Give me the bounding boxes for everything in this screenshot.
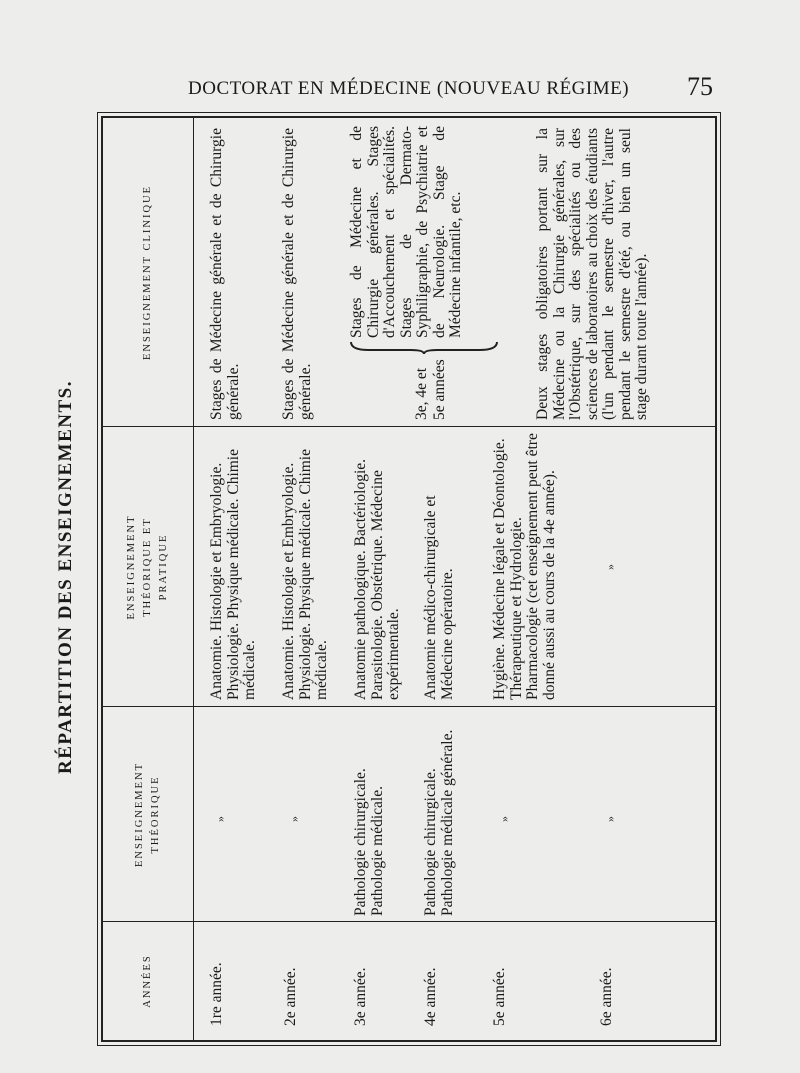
column-divider — [103, 706, 715, 707]
brace-icon — [349, 340, 504, 354]
grouped-years-label: 3e, 4e et 5e années — [413, 359, 448, 420]
row-6-annee: 6e année. — [598, 967, 615, 1026]
row-2-annee: 2e année. — [282, 967, 299, 1026]
row-4-theorique-pratique: Anatomie médico-chirurgicale et Médecine opératoire. — [422, 495, 456, 700]
row-1-theorique: » — [213, 816, 227, 822]
col-header-theorique: ENSEIGNEMENT THÉORIQUE — [134, 761, 161, 868]
col-header-clinique: ENSEIGNEMENT CLINIQUE — [142, 184, 153, 361]
grouped-clinique-text: Stages de Médecine et de Chirurgie générales. Stages d'Accouchement et spécialités. Stages de Dermato-Syphiligraphie, de Psychiatrie et de Neurologie. Stage de Médecine infantile, etc. — [348, 126, 464, 338]
header-divider — [193, 118, 194, 1040]
row-3-theorique-pratique: Anatomie pathologique. Bactériologie. Parasitologie. Obstétrique. Médecine expérimentale. — [352, 458, 402, 700]
rotated-table-sheet — [55, 112, 700, 1042]
page-number: 75 — [687, 72, 713, 101]
column-divider — [103, 426, 715, 427]
row-3-annee: 3e année. — [352, 967, 369, 1026]
column-divider — [103, 921, 715, 922]
table-title: RÉPARTITION DES ENSEIGNEMENTS. — [55, 380, 76, 774]
row-6-theorique-pratique: » — [603, 564, 617, 570]
row-1-theorique-pratique: Anatomie. Histologie et Embryologie. Physiologie. Physique médicale. Chimie médicale. — [208, 449, 258, 700]
row-5-theorique-pratique: Hygiène. Médecine légale et Déontologie. Thérapeutique et Hydrologie. Pharmacologie (cet enseignement peut être donné aussi au cours de la 4e année). — [491, 433, 558, 700]
row-6-theorique: » — [603, 816, 617, 822]
table-frame — [101, 116, 717, 1042]
row-1-clinique: Stages de Médecine générale et de Chirurgie générale. — [208, 128, 242, 420]
col-header-theorique-pratique: ENSEIGNEMENT THÉORIQUE ET PRATIQUE — [126, 514, 169, 620]
row-5-annee: 5e année. — [491, 967, 508, 1026]
row-2-theorique-pratique: Anatomie. Histologie et Embryologie. Physiologie. Physique médicale. Chimie médicale. — [280, 449, 330, 700]
row-4-annee: 4e année. — [422, 967, 439, 1026]
row-1-annee: 1re année. — [208, 962, 225, 1026]
row-6-clinique: Deux stages obligatoires portant sur la Médecine ou la Chirurgie générales, sur l'Obstétrique, sur des spécialités ou des sciences de laboratoires au choix des étudiants (l'un pendant le semestre d'hiver, l'autre pendant le semestre d'été, ou bien un seul stage durant toute l'année). — [534, 128, 650, 420]
row-5-theorique: » — [497, 816, 511, 822]
running-title: DOCTORAT EN MÉDECINE (NOUVEAU RÉGIME) — [188, 78, 630, 99]
row-4-theorique: Pathologie chirurgicale. Pathologie médicale générale. — [422, 729, 456, 916]
col-header-annees: ANNÉES — [142, 954, 153, 1008]
row-3-theorique: Pathologie chirurgicale. Pathologie médicale. — [352, 768, 386, 916]
row-2-clinique: Stages de Médecine générale et de Chirurgie générale. — [280, 128, 314, 420]
row-2-theorique: » — [287, 816, 301, 822]
page-header — [0, 70, 800, 110]
